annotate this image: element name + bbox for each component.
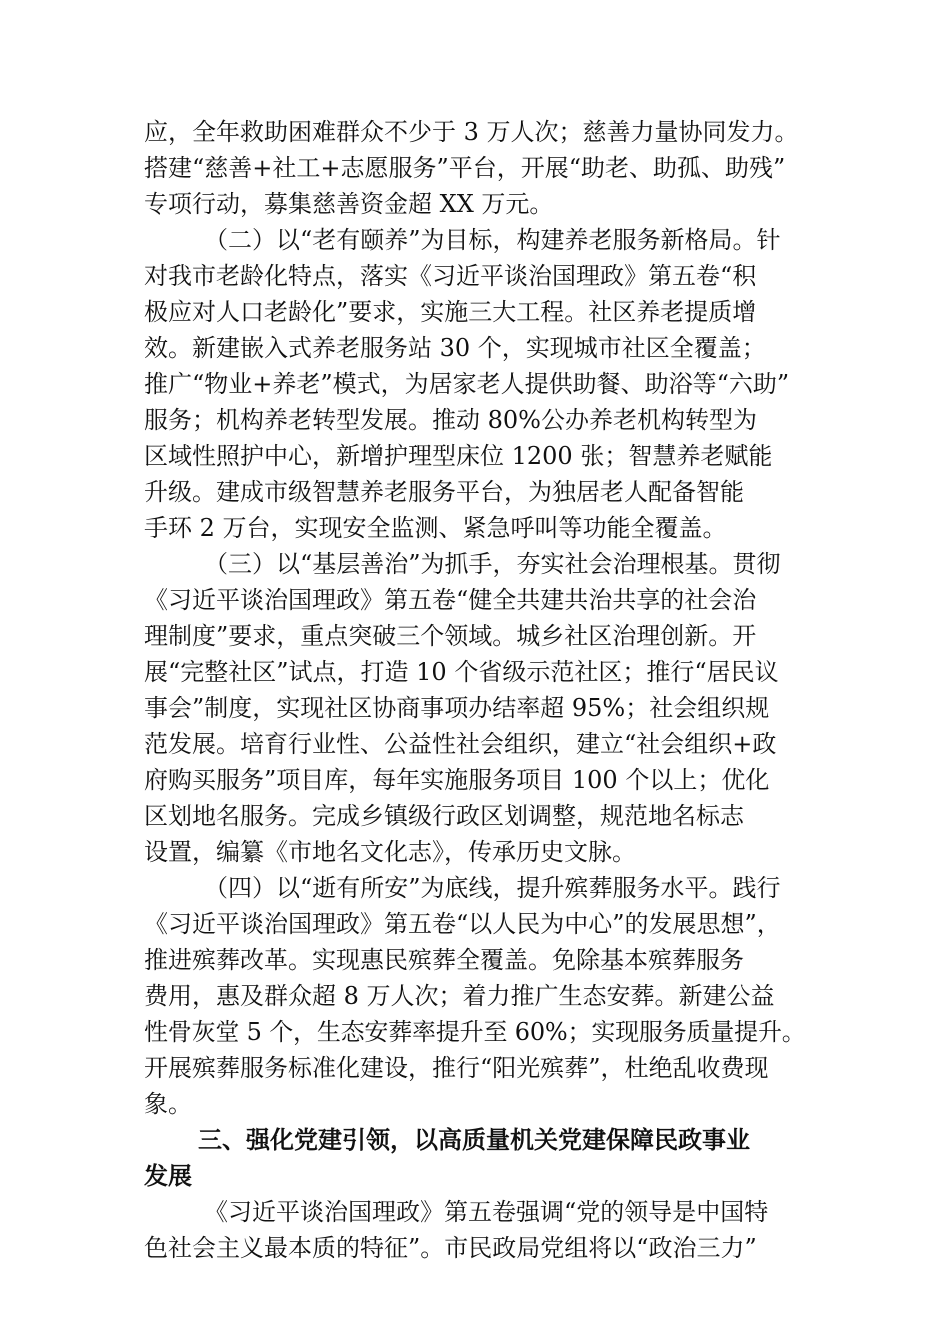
- text-line: 《习近平谈治国理政》第五卷“健全共建共治共享的社会治: [144, 586, 757, 614]
- text-line: 升级。建成市级智慧养老服务平台，为独居老人配备智能: [144, 478, 744, 506]
- paragraph-party-leadership: [144, 1194, 806, 1266]
- text-line: 《习近平谈治国理政》第五卷“以人民为中心”的发展思想”，: [144, 910, 781, 938]
- text-line: 开展殡葬服务标准化建设，推行“阳光殡葬”，杜绝乱收费现: [144, 1054, 769, 1082]
- heading-line: 三、强化党建引领，以高质量机关党建保障民政事业: [198, 1125, 750, 1154]
- text-line: 区划地名服务。完成乡镇级行政区划调整，规范地名标志: [144, 802, 744, 830]
- text-line: 《习近平谈治国理政》第五卷强调“党的领导是中国特: [204, 1198, 769, 1226]
- text-line: 府购买服务”项目库，每年实施服务项目 100 个以上；优化: [144, 766, 770, 794]
- text-line: 展“完整社区”试点，打造 10 个省级示范社区；推行“居民议: [144, 658, 779, 686]
- text-line: 费用，惠及群众超 8 万人次；着力推广生态安葬。新建公益: [144, 982, 775, 1010]
- paragraph-elderly-care: [144, 222, 806, 546]
- paragraph-funeral-services: [144, 870, 806, 1122]
- text-line: 对我市老龄化特点，落实《习近平谈治国理政》第五卷“积: [144, 262, 757, 290]
- text-line: （四）以“逝有所安”为底线，提升殡葬服务水平。践行: [204, 874, 781, 902]
- text-line: 性骨灰堂 5 个，生态安葬率提升至 60%；实现服务质量提升。: [144, 1018, 806, 1046]
- text-line: 区域性照护中心，新增护理型床位 1200 张；智慧养老赋能: [144, 442, 773, 470]
- text-line: 手环 2 万台，实现安全监测、紧急呼叫等功能全覆盖。: [144, 514, 727, 542]
- text-line: （三）以“基层善治”为抓手，夯实社会治理根基。贯彻: [204, 550, 781, 578]
- section-heading-party-building: [144, 1122, 806, 1194]
- text-line: 极应对人口老龄化”要求，实施三大工程。社区养老提质增: [144, 298, 757, 326]
- heading-line: 发展: [144, 1161, 192, 1190]
- text-line: 色社会主义最本质的特征”。市民政局党组将以“政治三力”: [144, 1234, 757, 1262]
- text-line: 专项行动，募集慈善资金超 XX 万元。: [144, 190, 554, 218]
- text-line: （二）以“老有颐养”为目标，构建养老服务新格局。针: [204, 226, 781, 254]
- text-line: 搭建“慈善+社工+志愿服务”平台，开展“助老、助孤、助残”: [144, 154, 786, 182]
- text-line: 事会”制度，实现社区协商事项办结率超 95%；社会组织规: [144, 694, 770, 722]
- text-line: 推广“物业+养老”模式，为居家老人提供助餐、助浴等“六助”: [144, 370, 790, 398]
- text-line: 设置，编纂《市地名文化志》，传承历史文脉。: [144, 838, 636, 866]
- text-line: 应，全年救助困难群众不少于 3 万人次；慈善力量协同发力。: [144, 118, 799, 146]
- text-line: 象。: [144, 1090, 192, 1118]
- paragraph-grassroots-governance: [144, 546, 806, 870]
- text-line: 服务；机构养老转型发展。推动 80%公办养老机构转型为: [144, 406, 757, 434]
- text-line: 推进殡葬改革。实现惠民殡葬全覆盖。免除基本殡葬服务: [144, 946, 744, 974]
- text-line: 理制度”要求，重点突破三个领域。城乡社区治理创新。开: [144, 622, 757, 650]
- text-line: 范发展。培育行业性、公益性社会组织，建立“社会组织+政: [144, 730, 777, 758]
- paragraph-social-assistance-continued: [144, 114, 806, 222]
- text-line: 效。新建嵌入式养老服务站 30 个，实现城市社区全覆盖；: [144, 334, 766, 362]
- document-body: [144, 114, 806, 1266]
